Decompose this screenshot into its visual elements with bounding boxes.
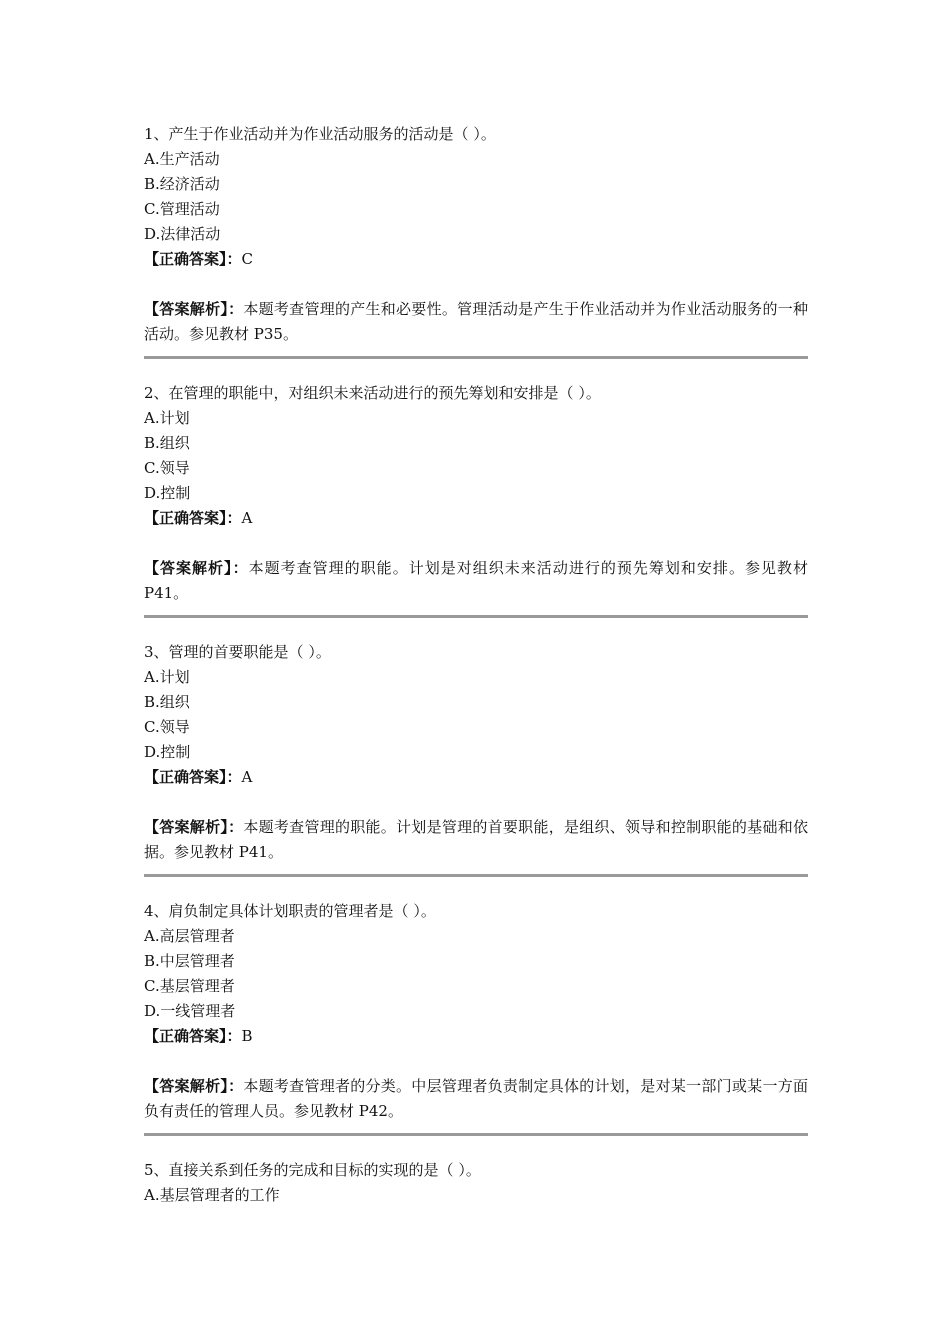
- spacer: [144, 790, 808, 815]
- option-c: C.管理活动: [144, 200, 220, 218]
- answer-value: C: [241, 250, 253, 268]
- analysis-text: 本题考查管理的职能。计划是对组织未来活动进行的预先筹划和安排。参见教材 P41。: [144, 559, 808, 602]
- analysis-label: 【答案解析】：: [144, 818, 244, 836]
- answer-value: A: [241, 509, 253, 527]
- answer-value: A: [241, 768, 253, 786]
- question-1: [144, 122, 808, 359]
- answer-analysis: [144, 1074, 808, 1124]
- option-b: B.中层管理者: [144, 952, 235, 970]
- divider: [144, 874, 808, 877]
- divider: [144, 356, 808, 359]
- question-stem: 5、直接关系到任务的完成和目标的实现的是（ ）。: [144, 1161, 481, 1179]
- question-5: [144, 1158, 808, 1208]
- spacer: [144, 272, 808, 297]
- analysis-label: 【答案解析】：: [144, 1077, 244, 1095]
- option-a: A.计划: [144, 409, 190, 427]
- question-4: [144, 899, 808, 1136]
- option-d: D.控制: [144, 743, 191, 761]
- option-b: B.经济活动: [144, 175, 220, 193]
- question-stem: 4、肩负制定具体计划职责的管理者是（ ）。: [144, 902, 436, 920]
- option-b: B.组织: [144, 693, 190, 711]
- question-stem: 3、管理的首要职能是（ ）。: [144, 643, 331, 661]
- option-c: C.基层管理者: [144, 977, 235, 995]
- correct-answer: [144, 765, 808, 790]
- correct-answer: [144, 247, 808, 272]
- option-b: B.组织: [144, 434, 190, 452]
- analysis-text: 本题考查管理者的分类。中层管理者负责制定具体的计划，是对某一部门或某一方面负有责任的管理人员。参见教材 P42。: [144, 1077, 808, 1120]
- answer-analysis: [144, 815, 808, 865]
- option-c: C.领导: [144, 718, 190, 736]
- question-stem: 1、产生于作业活动并为作业活动服务的活动是（ ）。: [144, 125, 496, 143]
- answer-analysis: [144, 556, 808, 606]
- option-d: D.控制: [144, 484, 191, 502]
- option-d: D.法律活动: [144, 225, 221, 243]
- divider: [144, 615, 808, 618]
- spacer: [144, 1049, 808, 1074]
- answer-value: B: [241, 1027, 253, 1045]
- option-a: A.基层管理者的工作: [144, 1186, 280, 1204]
- question-3: [144, 640, 808, 877]
- answer-label: 【正确答案】：: [144, 250, 242, 268]
- option-a: A.生产活动: [144, 150, 220, 168]
- option-d: D.一线管理者: [144, 1002, 236, 1020]
- option-a: A.计划: [144, 668, 190, 686]
- option-a: A.高层管理者: [144, 927, 235, 945]
- answer-label: 【正确答案】：: [144, 509, 242, 527]
- question-stem: 2、在管理的职能中，对组织未来活动进行的预先筹划和安排是（ ）。: [144, 384, 601, 402]
- question-2: [144, 381, 808, 618]
- analysis-text: 本题考查管理的职能。计划是管理的首要职能，是组织、领导和控制职能的基础和依据。参见教材 P41。: [144, 818, 808, 861]
- analysis-label: 【答案解析】：: [144, 300, 244, 318]
- spacer: [144, 531, 808, 556]
- divider: [144, 1133, 808, 1136]
- answer-label: 【正确答案】：: [144, 768, 242, 786]
- analysis-text: 本题考查管理的产生和必要性。管理活动是产生于作业活动并为作业活动服务的一种活动。参见教材 P35。: [144, 300, 808, 343]
- analysis-label: 【答案解析】：: [144, 559, 249, 577]
- option-c: C.领导: [144, 459, 190, 477]
- document-page: [144, 122, 808, 1208]
- correct-answer: [144, 1024, 808, 1049]
- answer-label: 【正确答案】：: [144, 1027, 242, 1045]
- correct-answer: [144, 506, 808, 531]
- answer-analysis: [144, 297, 808, 347]
